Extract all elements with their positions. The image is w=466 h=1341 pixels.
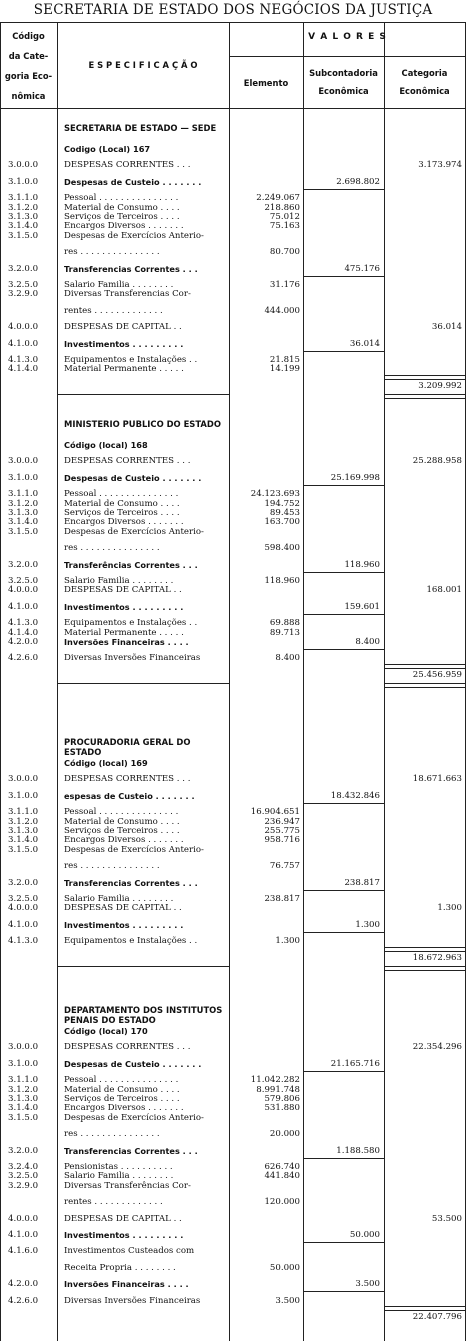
row-description: Material de Consumo . . . .: [64, 498, 180, 509]
row-code: 4.0.0.0: [8, 903, 39, 914]
row-code: 3.1.4.0: [8, 1103, 39, 1114]
code-header-line: goria Eco-: [4, 71, 53, 81]
element-value: 120.000: [264, 1197, 300, 1208]
row-description: Serviços de Terceiros . . . .: [64, 1094, 180, 1104]
subcontadoria-value: 8.400: [355, 637, 380, 647]
row-description: Material de Consumo . . . .: [64, 816, 180, 827]
subtotal-rule: [304, 485, 384, 486]
element-value: 958.716: [264, 835, 300, 846]
row-description: Despesas de Custeio . . . . . . .: [64, 176, 202, 187]
row-code: 3.1.4.0: [8, 835, 39, 846]
row-code: 3.1.2.0: [8, 1084, 39, 1095]
row-description: Serviços de Terceiros . . . .: [64, 212, 180, 222]
row-description: Diversas Transferencias Cor-: [64, 289, 191, 300]
subcontadoria-value: 21.165.716: [330, 1058, 380, 1069]
row-description: Despesas de Custeio . . . . . . .: [64, 472, 202, 483]
code-header-line: nômica: [11, 91, 46, 101]
subcontadoria-value: 1.188.580: [336, 1145, 380, 1156]
total-double-rule: [385, 966, 465, 971]
row-description: Serviços de Terceiros . . . .: [64, 508, 180, 518]
categoria-subheader: Categoria Econômica: [399, 68, 450, 96]
row-code: 3.1.2.0: [8, 498, 39, 509]
row-description: Despesas de Custeio . . . . . . .: [64, 1058, 202, 1069]
row-description: rentes . . . . . . . . . . . . .: [64, 305, 163, 316]
total-double-rule: [385, 947, 465, 952]
spec-column-divider: [229, 22, 230, 1341]
element-value: 21.815: [269, 355, 300, 365]
element-value: 20.000: [269, 1129, 300, 1140]
element-value: 118.960: [264, 576, 300, 586]
row-code: 3.1.5.0: [8, 1112, 39, 1123]
subcontadoria-value: 1.300: [355, 919, 380, 930]
total-double-rule: [385, 375, 465, 380]
element-value: 236.947: [264, 816, 300, 827]
row-description: Salario Familia . . . . . . . .: [64, 1171, 174, 1182]
element-value: 194.752: [264, 498, 300, 509]
subtotal-rule: [304, 614, 384, 615]
subcontadoria-value: 36.014: [349, 338, 380, 349]
element-value: 579.806: [264, 1094, 300, 1104]
row-description: DESPESAS DE CAPITAL . .: [64, 322, 182, 333]
subcontadoria-value: 159.601: [344, 601, 380, 612]
row-code: 3.1.5.0: [8, 230, 39, 241]
row-description: res . . . . . . . . . . . . . . .: [64, 543, 160, 554]
row-code: 3.1.5.0: [8, 844, 39, 855]
row-description: Pensionistas . . . . . . . . . .: [64, 1162, 173, 1172]
row-code: 4.2.0.0: [8, 1279, 39, 1290]
row-description: Equipamentos e Instalações . .: [64, 618, 198, 629]
row-code: 4.1.6.0: [8, 1246, 39, 1257]
row-code: 3.1.0.0: [8, 472, 39, 483]
row-description: Investimentos Custeados com: [64, 1246, 195, 1257]
element-value: 1.300: [275, 936, 300, 947]
row-code: 3.1.0.0: [8, 790, 39, 801]
row-description: Pessoal . . . . . . . . . . . . . . .: [64, 489, 179, 500]
subcontadoria-value: 2.698.802: [336, 176, 380, 187]
row-description: Material de Consumo . . . .: [64, 1084, 180, 1095]
row-description: Material de Consumo . . . .: [64, 202, 180, 213]
row-code: 4.2.0.0: [8, 637, 39, 647]
row-description: DESPESAS DE CAPITAL . .: [64, 585, 182, 596]
row-code: 3.1.2.0: [8, 816, 39, 827]
row-code: 3.0.0.0: [8, 456, 39, 467]
row-description: Transferencias Correntes . . .: [64, 1145, 198, 1156]
row-code: 3.2.5.0: [8, 1171, 39, 1182]
row-description: Despesas de Exercícios Anterio-: [64, 230, 204, 241]
subtotal-rule: [304, 932, 384, 933]
element-value: 3.500: [275, 1295, 300, 1306]
row-code: 3.1.1.0: [8, 489, 39, 500]
element-value: 76.757: [269, 861, 300, 872]
row-code: 4.1.0.0: [8, 338, 39, 349]
row-description: Transferências Correntes . . .: [64, 559, 198, 570]
code-header-line: Código: [12, 31, 45, 41]
row-description: Encargos Diversos . . . . . . .: [64, 517, 184, 528]
subtotal-rule: [304, 351, 384, 352]
element-value: 163.700: [264, 517, 300, 528]
row-code: 3.2.0.0: [8, 1145, 39, 1156]
element-value: 255.775: [264, 826, 300, 836]
row-description: Diversas Inversões Financeiras: [64, 1295, 201, 1306]
values-header-rule: [229, 56, 466, 57]
row-description: Inversões Financeiras . . . .: [64, 637, 189, 647]
row-code: 3.1.3.0: [8, 508, 39, 518]
section-separator: [58, 966, 229, 967]
row-description: DESPESAS CORRENTES . . .: [64, 774, 191, 785]
subtotal-rule: [304, 803, 384, 804]
element-value: 8.400: [275, 653, 300, 664]
row-description: Encargos Diversos . . . . . . .: [64, 835, 184, 846]
row-description: Investimentos . . . . . . . . .: [64, 338, 184, 349]
row-description: Pessoal . . . . . . . . . . . . . . .: [64, 1075, 179, 1086]
subtotal-rule: [304, 1158, 384, 1159]
section-code-text: Código (local) 170: [64, 1026, 148, 1036]
row-description: Diversas Transferências Cor-: [64, 1180, 191, 1191]
subtotal-rule: [304, 276, 384, 277]
subtotal-rule: [304, 1242, 384, 1243]
row-code: 4.0.0.0: [8, 585, 39, 596]
row-description: Investimentos . . . . . . . . .: [64, 1230, 184, 1240]
element-column-divider: [303, 22, 304, 1341]
row-code: 3.1.1.0: [8, 807, 39, 818]
row-description: Diversas Inversões Financeiras: [64, 653, 201, 664]
row-description: Equipamentos e Instalações . .: [64, 355, 198, 365]
row-description: Pessoal . . . . . . . . . . . . . . .: [64, 807, 179, 818]
section-separator: [58, 394, 229, 395]
section-title-text: SECRETARIA DE ESTADO — SEDE: [64, 124, 217, 133]
budget-table: [0, 22, 466, 1341]
row-code: 3.1.3.0: [8, 1094, 39, 1104]
row-code: 4.1.4.0: [8, 627, 39, 638]
section-code-text: Código (local) 169: [64, 758, 148, 768]
row-code: 4.1.3.0: [8, 618, 39, 629]
code-header-line: da Cate-: [8, 51, 49, 61]
section-code-text: Código (local) 168: [64, 440, 148, 450]
subtotal-rule: [304, 890, 384, 891]
section-title-text: MINISTERIO PUBLICO DO ESTADO: [64, 420, 221, 429]
row-code: 4.2.6.0: [8, 1295, 39, 1306]
row-description: Salario Familia . . . . . . . .: [64, 576, 174, 586]
row-description: Despesas de Exercícios Anterio-: [64, 844, 204, 855]
row-code: 4.0.0.0: [8, 322, 39, 333]
row-code: 3.1.2.0: [8, 202, 39, 213]
row-description: DESPESAS DE CAPITAL . .: [64, 903, 182, 914]
element-value: 89.713: [269, 627, 300, 638]
row-code: 4.0.0.0: [8, 1213, 39, 1224]
subcontadoria-value: 475.176: [344, 263, 380, 274]
row-code: 3.2.0.0: [8, 263, 39, 274]
row-description: Encargos Diversos . . . . . . .: [64, 221, 184, 232]
row-code: 3.2.4.0: [8, 1162, 39, 1172]
element-value: 444.000: [264, 305, 300, 316]
row-code: 3.1.4.0: [8, 221, 39, 232]
total-double-rule: [385, 683, 465, 688]
row-description: Salario Familia . . . . . . . .: [64, 280, 174, 290]
table-left-border: [0, 22, 1, 1341]
row-description: Material Permanente . . . . .: [64, 627, 184, 638]
row-code: 3.1.4.0: [8, 517, 39, 528]
categoria-value: 168.001: [426, 585, 462, 596]
row-code: 3.2.5.0: [8, 280, 39, 290]
categoria-value: 1.300: [437, 903, 462, 914]
row-description: res . . . . . . . . . . . . . . .: [64, 861, 160, 872]
section-separator: [58, 683, 229, 684]
row-description: Inversões Financeiras . . . .: [64, 1279, 189, 1290]
row-description: Transferencias Correntes . . .: [64, 263, 198, 274]
total-double-rule: [385, 394, 465, 399]
element-value: 14.199: [269, 364, 300, 375]
row-description: Investimentos . . . . . . . . .: [64, 919, 184, 930]
section-code-text: Codigo (Local) 167: [64, 144, 151, 154]
row-code: 3.2.0.0: [8, 877, 39, 888]
element-value: 80.700: [269, 247, 300, 258]
row-code: 4.1.0.0: [8, 919, 39, 930]
element-value: 50.000: [269, 1262, 300, 1273]
section-total-value: 25.456.959: [412, 669, 462, 680]
element-value: 24.123.693: [250, 489, 300, 500]
categoria-value: 53.500: [431, 1213, 462, 1224]
row-description: Salario Familia . . . . . . . .: [64, 894, 174, 904]
row-code: 3.2.9.0: [8, 289, 39, 300]
row-code: 3.2.0.0: [8, 559, 39, 570]
element-value: 89.453: [269, 508, 300, 518]
subtotal-rule: [304, 189, 384, 190]
subcontadoria-column-divider: [384, 22, 385, 1341]
row-description: espesas de Custeio . . . . . . .: [64, 790, 195, 801]
row-description: Pessoal . . . . . . . . . . . . . . .: [64, 193, 179, 204]
section-title-text: DEPARTAMENTO DOS INSTITUTOS PENAIS DO ESTADO: [64, 1006, 223, 1025]
row-code: 3.1.0.0: [8, 1058, 39, 1069]
subtotal-rule: [304, 1291, 384, 1292]
subtotal-rule: [304, 649, 384, 650]
values-column-header: V A L O R E S: [308, 32, 387, 42]
section-title-text: PROCURADORIA GERAL DO ESTADO: [64, 738, 191, 757]
row-code: 4.1.3.0: [8, 936, 39, 947]
row-code: 3.2.9.0: [8, 1180, 39, 1191]
row-description: Equipamentos e Instalações . .: [64, 936, 198, 947]
subcontadoria-value: 25.169.998: [330, 472, 380, 483]
row-code: 3.2.5.0: [8, 894, 39, 904]
row-description: DESPESAS CORRENTES . . .: [64, 456, 191, 467]
row-code: 3.2.5.0: [8, 576, 39, 586]
categoria-value: 36.014: [431, 322, 462, 333]
row-description: Transferencias Correntes . . .: [64, 877, 198, 888]
row-code: 3.0.0.0: [8, 160, 39, 171]
element-value: 69.888: [269, 618, 300, 629]
section-total-value: 3.209.992: [418, 380, 462, 391]
row-description: Receita Propria . . . . . . . .: [64, 1262, 176, 1273]
subtotal-rule: [304, 1071, 384, 1072]
subcontadoria-value: 118.960: [344, 559, 380, 570]
element-value: 2.249.067: [256, 193, 300, 204]
section-total-value: 22.407.796: [412, 1312, 462, 1322]
total-double-rule: [385, 1306, 465, 1311]
subcontadoria-value: 18.432.846: [330, 790, 380, 801]
code-column-divider: [57, 22, 58, 1341]
row-description: res . . . . . . . . . . . . . . .: [64, 1129, 160, 1140]
header-top-rule: [0, 22, 466, 23]
row-description: Material Permanente . . . . .: [64, 364, 184, 375]
row-description: rentes . . . . . . . . . . . . .: [64, 1197, 163, 1208]
row-code: 3.1.5.0: [8, 526, 39, 537]
element-value: 16.904.651: [250, 807, 300, 818]
element-value: 238.817: [264, 894, 300, 904]
subtotal-rule: [304, 572, 384, 573]
element-value: 531.880: [264, 1103, 300, 1114]
row-code: 4.1.0.0: [8, 1230, 39, 1240]
row-code: 4.2.6.0: [8, 653, 39, 664]
row-description: res . . . . . . . . . . . . . . .: [64, 247, 160, 258]
element-value: 8.991.748: [256, 1084, 300, 1095]
row-code: 3.1.3.0: [8, 826, 39, 836]
row-description: Investimentos . . . . . . . . .: [64, 601, 184, 612]
row-description: DESPESAS CORRENTES . . .: [64, 1042, 191, 1053]
spec-column-header: E S P E C I F I C A Ç Ã O: [88, 60, 198, 70]
row-code: 3.1.0.0: [8, 176, 39, 187]
row-description: Despesas de Exercícios Anterio-: [64, 526, 204, 537]
subcontadoria-value: 3.500: [355, 1279, 380, 1290]
element-value: 11.042.282: [250, 1075, 300, 1086]
section-total-value: 18.672.963: [412, 952, 462, 963]
page-title: SECRETARIA DE ESTADO DOS NEGÓCIOS DA JUSTIÇA: [33, 2, 433, 18]
element-value: 218.860: [264, 202, 300, 213]
element-value: 31.176: [269, 280, 300, 290]
row-description: Encargos Diversos . . . . . . .: [64, 1103, 184, 1114]
row-code: 4.1.4.0: [8, 364, 39, 375]
subcontadoria-subheader: Subcontadoria Econômica: [309, 68, 378, 96]
categoria-value: 25.288.958: [412, 456, 462, 467]
element-value: 75.012: [269, 212, 300, 222]
total-double-rule: [385, 664, 465, 669]
row-code: 3.1.1.0: [8, 1075, 39, 1086]
row-description: Serviços de Terceiros . . . .: [64, 826, 180, 836]
element-value: 598.400: [264, 543, 300, 554]
row-code: 3.1.1.0: [8, 193, 39, 204]
categoria-value: 18.671.663: [412, 774, 462, 785]
row-code: 3.0.0.0: [8, 774, 39, 785]
row-description: DESPESAS CORRENTES . . .: [64, 160, 191, 171]
categoria-value: 22.354.296: [412, 1042, 462, 1053]
subcontadoria-value: 50.000: [349, 1230, 380, 1240]
row-description: DESPESAS DE CAPITAL . .: [64, 1213, 182, 1224]
element-value: 626.740: [264, 1162, 300, 1172]
row-code: 4.1.0.0: [8, 601, 39, 612]
categoria-value: 3.173.974: [418, 160, 462, 171]
header-bottom-rule: [0, 108, 466, 109]
subcontadoria-value: 238.817: [344, 877, 380, 888]
element-value: 75.163: [269, 221, 300, 232]
code-column-header: [0, 26, 57, 106]
element-subheader: Elemento: [243, 78, 289, 88]
row-description: Despesas de Exercícios Anterio-: [64, 1112, 204, 1123]
row-code: 3.1.3.0: [8, 212, 39, 222]
row-code: 3.0.0.0: [8, 1042, 39, 1053]
row-code: 4.1.3.0: [8, 355, 39, 365]
element-value: 441.840: [264, 1171, 300, 1182]
